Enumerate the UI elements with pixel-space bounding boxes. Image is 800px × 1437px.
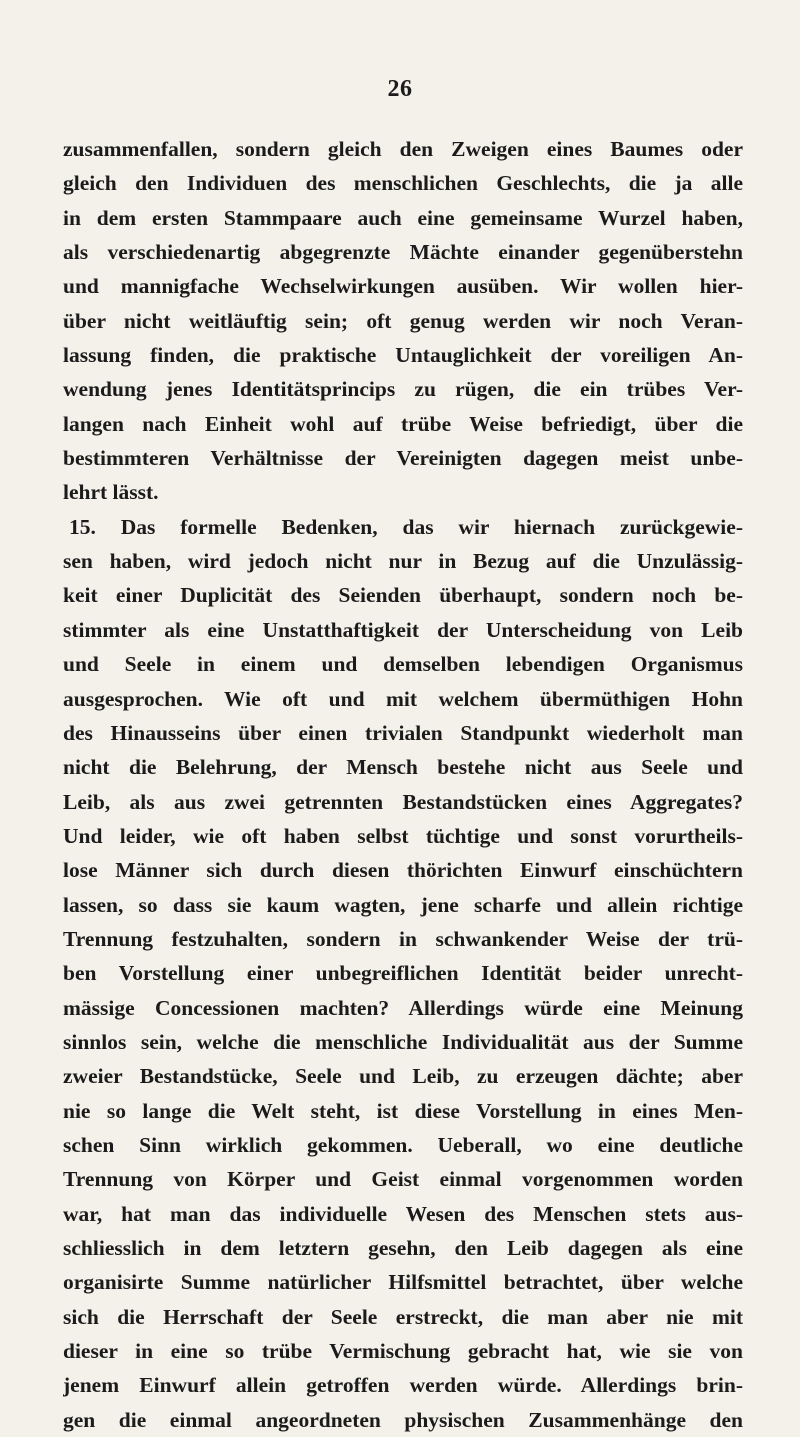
text-line: keit einer Duplicität des Seienden überhaupt, sondern noch be- [63,583,743,608]
text-line: sen haben, wird jedoch nicht nur in Bezug auf die Unzulässig- [63,549,743,574]
text-line: Leib, als aus zwei getrennten Bestandstücken eines Aggregates? [63,789,743,814]
text-line: zweier Bestandstücke, Seele und Leib, zu erzeugen dächte; aber [63,1064,743,1089]
text-line: jenem Einwurf allein getroffen werden würde. Allerdings brin- [63,1373,743,1398]
text-line: und mannigfache Wechselwirkungen ausüben. Wir wollen hier- [63,274,743,299]
text-line: Trennung von Körper und Geist einmal vorgenommen worden [63,1167,743,1192]
text-line: in dem ersten Stammpaare auch eine gemeinsame Wurzel haben, [63,205,743,230]
text-line: war, hat man das individuelle Wesen des Menschen stets aus- [63,1201,743,1226]
text-line: ben Vorstellung einer unbegreiflichen Identität beider unrecht- [63,961,743,986]
text-line: schen Sinn wirklich gekommen. Ueberall, wo eine deutliche [63,1132,743,1157]
text-line: nie so lange die Welt steht, ist diese Vorstellung in eines Men- [63,1098,743,1123]
text-line: Und leider, wie oft haben selbst tüchtige und sonst vorurtheils- [63,823,743,848]
body-text [63,132,743,1437]
text-line: organisirte Summe natürlicher Hilfsmittel betrachtet, über welche [63,1270,743,1295]
text-line: lassung finden, die praktische Untauglichkeit der voreiligen An- [63,343,743,368]
text-line: mässige Concessionen machten? Allerdings würde eine Meinung [63,995,743,1020]
text-line: Trennung festzuhalten, sondern in schwankender Weise der trü- [63,926,743,951]
text-line: zusammenfallen, sondern gleich den Zweigen eines Baumes oder [63,137,743,161]
text-line: und Seele in einem und demselben lebendigen Organismus [63,652,743,677]
text-line: über nicht weitläuftig sein; oft genug werden wir noch Veran- [63,308,743,333]
text-line: dieser in eine so trübe Vermischung gebracht hat, wie sie von [63,1339,743,1364]
text-line: stimmter als eine Unstatthaftigkeit der Unterscheidung von Leib [63,617,743,642]
text-line: langen nach Einheit wohl auf trübe Weise befriedigt, über die [63,411,743,436]
text-line: gleich den Individuen des menschlichen Geschlechts, die ja alle [63,171,743,196]
text-line: als verschiedenartig abgegrenzte Mächte einander gegenüberstehn [63,240,743,265]
text-line: schliesslich in dem letztern gesehn, den Leib dagegen als eine [63,1236,743,1260]
text-line: bestimmteren Verhältnisse der Vereinigten dagegen meist unbe- [63,446,743,471]
text-line: des Hinausseins über einen trivialen Standpunkt wiederholt man [63,720,743,745]
page-number: 26 [387,76,413,102]
section-start-line: 15. Das formelle Bedenken, das wir hiernach zurückgewie- [69,514,743,539]
text-line: nicht die Belehrung, der Mensch bestehe nicht aus Seele und [63,755,743,780]
text-line: lose Männer sich durch diesen thörichten Einwurf einschüchtern [63,858,743,883]
text-line: lehrt lässt. [63,480,159,505]
text-line: wendung jenes Identitätsprincips zu rügen, die ein trübes Ver- [63,377,743,402]
text-line: sinnlos sein, welche die menschliche Individualität aus der Summe [63,1029,743,1054]
text-line: ausgesprochen. Wie oft und mit welchem übermüthigen Hohn [63,686,743,711]
text-line: gen die einmal angeordneten physischen Zusammenhänge den [63,1407,743,1432]
text-line: sich die Herrschaft der Seele erstreckt, die man aber nie mit [63,1304,743,1329]
text-line: lassen, so dass sie kaum wagten, jene scharfe und allein richtige [63,892,743,917]
